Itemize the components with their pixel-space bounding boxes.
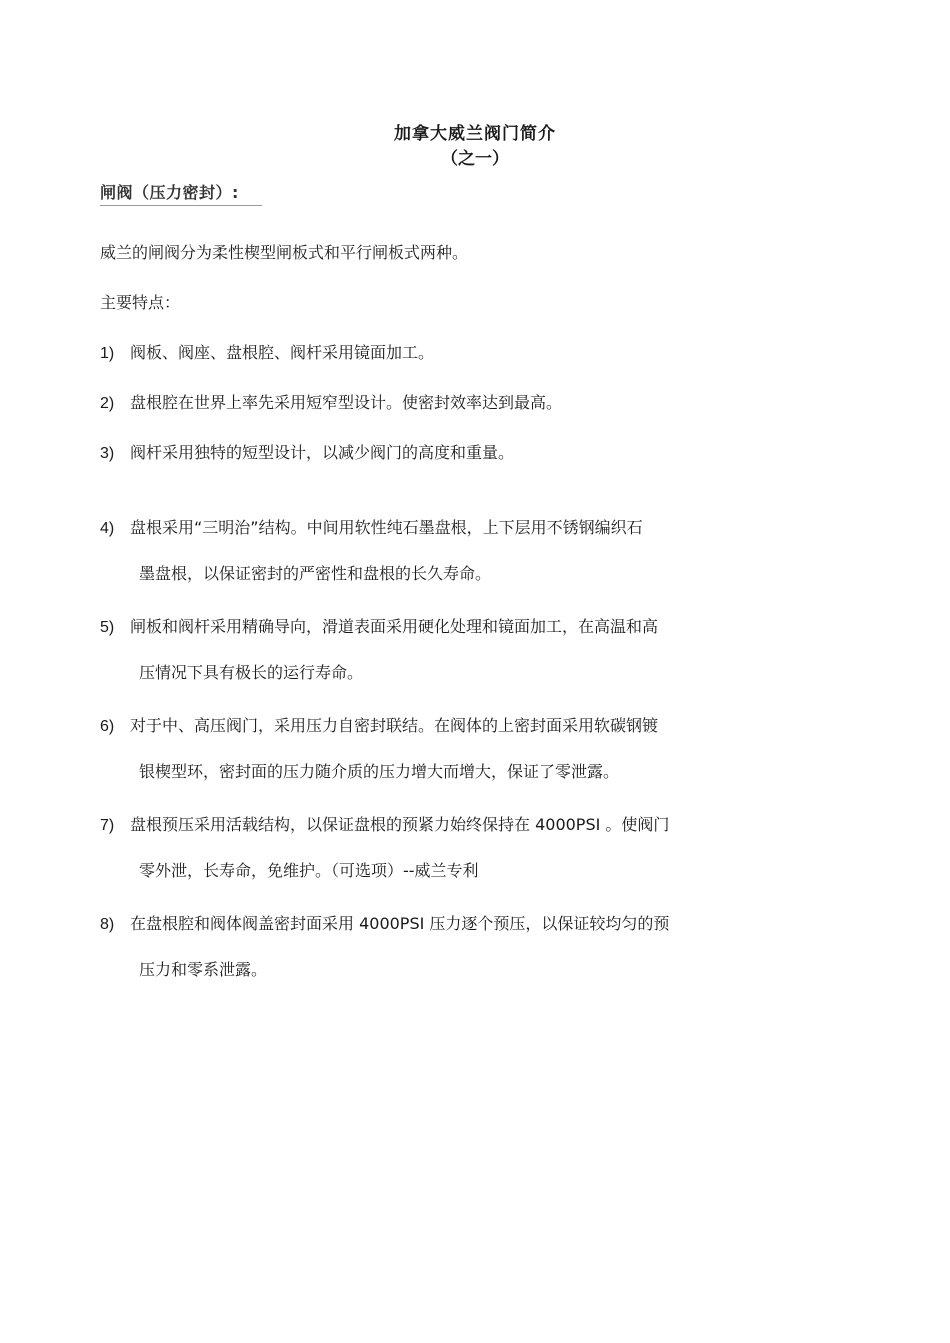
feature-item-3 (100, 440, 790, 463)
item-text: 盘根预压采用活载结构，以保证盘根的预紧力始终保持在 4000PSI 。使阀门 (130, 815, 670, 834)
item-text: 盘根腔在世界上率先采用短窄型设计。使密封效率达到最高。 (130, 393, 563, 412)
item-number: 2) (100, 395, 115, 412)
document-title: 加拿大威兰阀门简介 (394, 124, 556, 144)
item-number: 1) (100, 345, 115, 362)
item-number: 4) (100, 520, 115, 537)
item-text-continued: 零外泄，长寿命，免维护。（可选项）--威兰专利 (139, 861, 479, 880)
item-text: 在盘根腔和阀体阀盖密封面采用 4000PSI 压力逐个预压，以保证较均匀的预 (130, 914, 670, 933)
item-text: 阀杆采用独特的短型设计，以减少阀门的高度和重量。 (130, 443, 515, 462)
item-number: 7) (100, 817, 115, 834)
item-text: 闸板和阀杆采用精确导向，滑道表面采用硬化处理和镜面加工，在高温和高 (130, 617, 659, 636)
section-heading: 闸阀（压力密封）: (100, 180, 262, 206)
item-text: 对于中、高压阀门，采用压力自密封联结。在阀体的上密封面采用软碳钢镀 (130, 716, 659, 735)
feature-item-6 (100, 713, 790, 782)
item-text: 阀板、阀座、盘根腔、阀杆采用镜面加工。 (130, 343, 435, 362)
intro-paragraph: 威兰的闸阀分为柔性楔型闸板式和平行闸板式两种。 (100, 243, 469, 262)
feature-item-2 (100, 390, 790, 413)
item-number: 3) (100, 445, 115, 462)
feature-item-5 (100, 614, 790, 683)
item-text-continued: 银楔型环，密封面的压力随介质的压力增大而增大，保证了零泄露。 (139, 762, 620, 781)
document-subtitle: （之一） (441, 149, 509, 169)
feature-item-8 (100, 911, 790, 980)
item-text-continued: 压情况下具有极长的运行寿命。 (139, 663, 364, 682)
item-number: 5) (100, 619, 115, 636)
item-text-continued: 墨盘根，以保证密封的严密性和盘根的长久寿命。 (139, 564, 492, 583)
item-number: 6) (100, 718, 115, 735)
feature-item-4 (100, 515, 790, 584)
feature-item-7 (100, 812, 790, 881)
feature-item-1 (100, 340, 790, 363)
item-text-continued: 压力和零系泄露。 (139, 960, 268, 979)
item-number: 8) (100, 916, 115, 933)
item-text: 盘根采用“三明治”结构。中间用软性纯石墨盘根，上下层用不锈钢编织石 (130, 518, 643, 537)
features-label: 主要特点： (100, 293, 181, 312)
